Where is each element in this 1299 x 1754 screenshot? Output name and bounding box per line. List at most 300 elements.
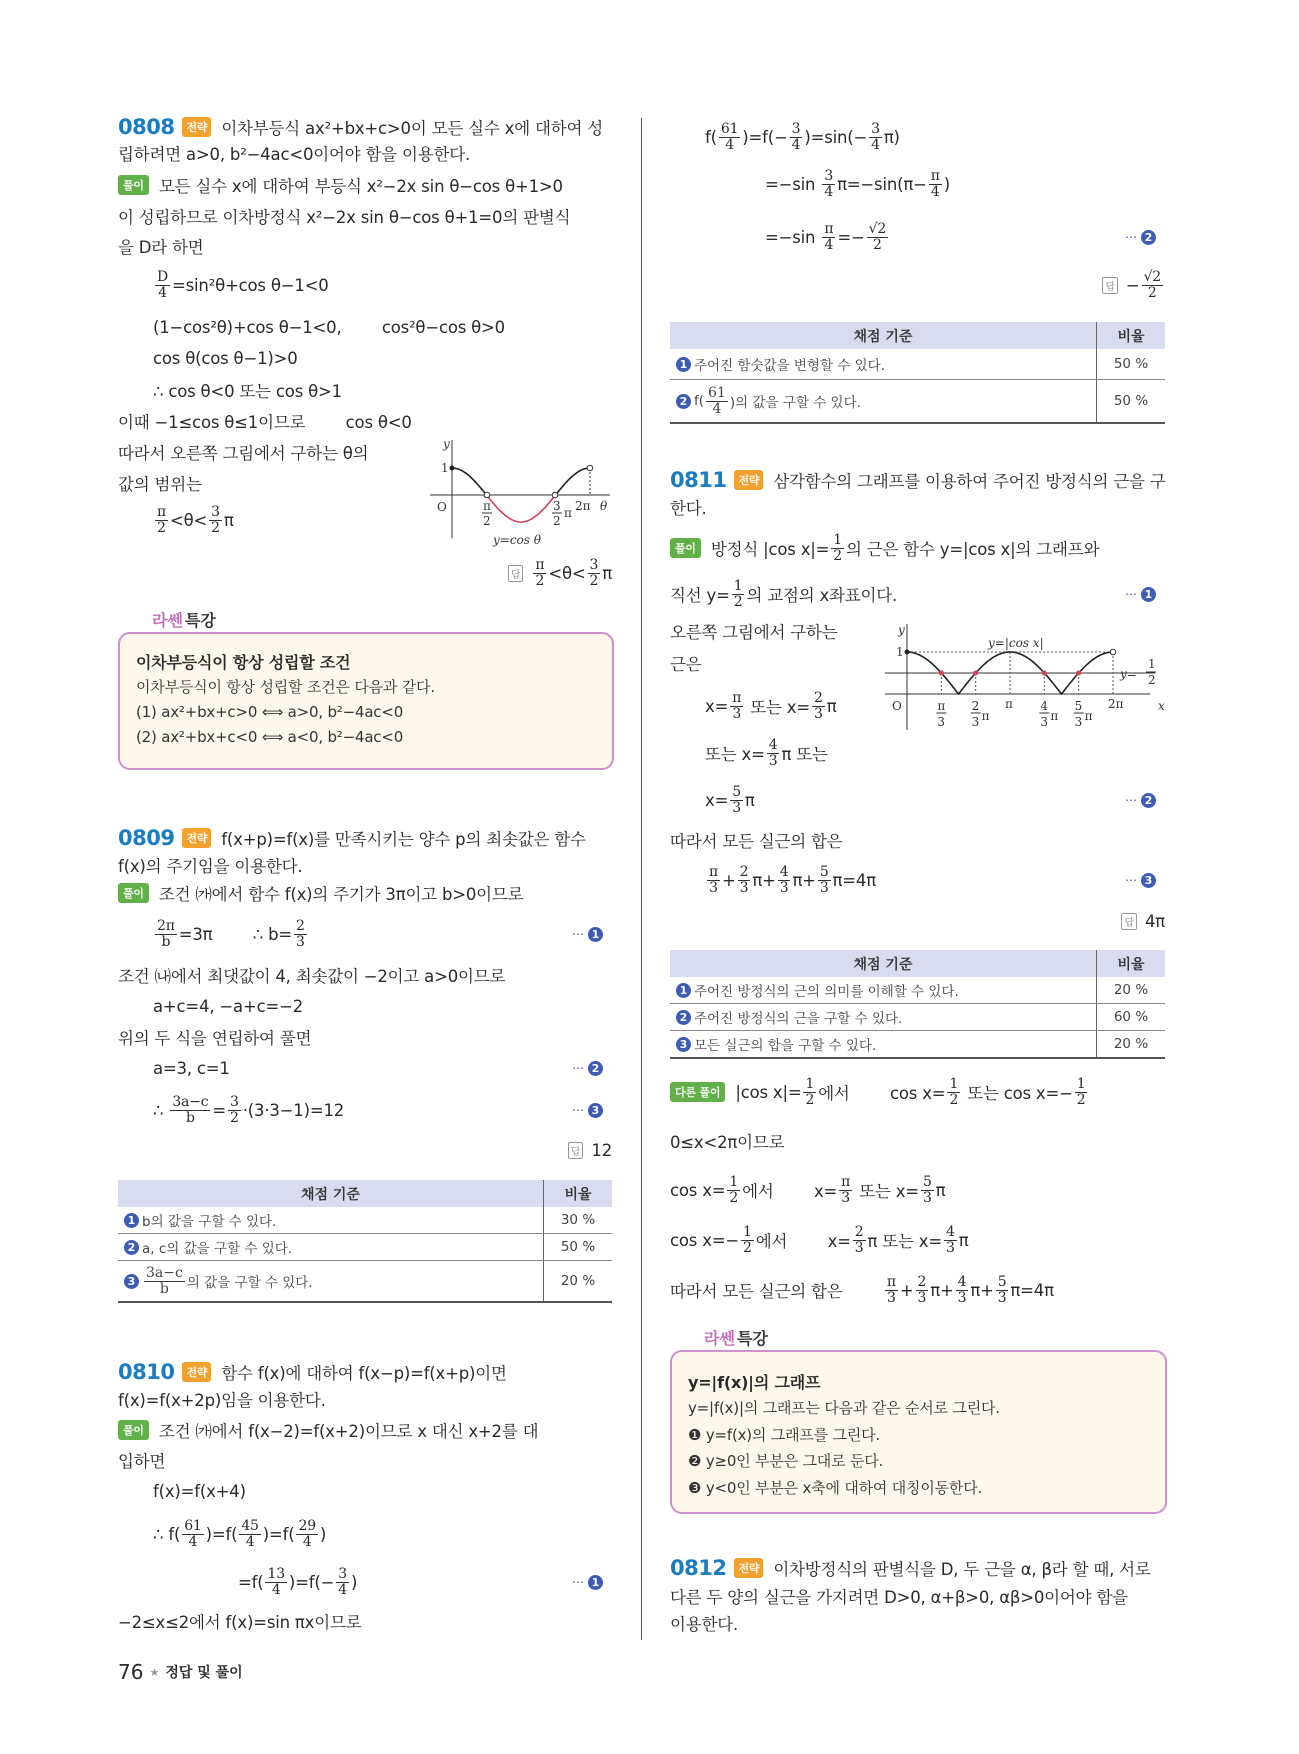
- denominator: 3: [887, 1289, 896, 1306]
- tick-label: 2: [553, 514, 561, 528]
- fraction: [719, 122, 740, 152]
- denominator: 2: [589, 572, 599, 589]
- solution-line: [118, 437, 368, 467]
- column-divider: [641, 118, 642, 1640]
- fraction: [741, 1225, 754, 1255]
- solution-badge: 풀이: [670, 538, 701, 558]
- solution-line: [153, 991, 303, 1021]
- step-number: 3: [588, 1103, 603, 1118]
- alt-solution-line: [670, 1126, 784, 1156]
- math-text: )의 값을 구할 수 있다.: [729, 395, 861, 411]
- solution-line: [118, 1606, 361, 1636]
- denominator: 2: [535, 572, 545, 589]
- numerator: 3: [791, 120, 801, 137]
- fraction: [822, 222, 835, 252]
- math-text: ∴: [153, 1100, 169, 1120]
- criteria-text: [142, 1210, 276, 1230]
- math-text: ): [319, 1524, 327, 1544]
- math-text: π: [958, 1230, 969, 1250]
- numerator: 1: [949, 1075, 959, 1092]
- fraction: [822, 169, 835, 199]
- solution-line: [765, 169, 950, 199]
- tip-line: ❶ y=f(x)의 그래프를 그린다.: [688, 1425, 880, 1444]
- fraction: [1075, 1077, 1088, 1107]
- x-axis-label: x: [1158, 699, 1165, 713]
- math-text: ): [350, 1572, 358, 1592]
- denominator: 3: [946, 1239, 955, 1256]
- line-label: 2: [1148, 673, 1156, 687]
- numerator: 5: [819, 863, 829, 880]
- denominator: 2: [743, 1239, 752, 1256]
- numerator: 3: [211, 503, 220, 520]
- fraction: [170, 1095, 210, 1125]
- criteria-text: [694, 980, 959, 1000]
- solution-line: [118, 1445, 165, 1475]
- step-marker: ⋯ 3: [1125, 865, 1156, 895]
- fraction: [921, 1175, 934, 1205]
- fraction: [778, 865, 791, 895]
- tick-numerator: 2: [971, 699, 980, 713]
- math-text: π+: [930, 1280, 954, 1300]
- numerator: 4: [768, 736, 778, 753]
- problem-number: 0809: [118, 826, 175, 850]
- math-text: π: [826, 696, 837, 716]
- solution-line: [670, 579, 897, 609]
- numerator: 2: [295, 917, 305, 934]
- math-text: −2≤x≤2에서 f(x)=sin πx이므로: [118, 1613, 362, 1632]
- denominator: 2: [733, 593, 743, 610]
- fraction: [853, 1225, 866, 1255]
- step-number: 2: [124, 1240, 139, 1255]
- fraction: [812, 691, 825, 721]
- denominator: 3: [732, 705, 742, 722]
- fraction: [294, 919, 307, 949]
- fraction: [831, 533, 844, 563]
- tick-label: 1: [896, 645, 904, 659]
- denominator: 3: [854, 1239, 864, 1256]
- tick-suffix: π: [1050, 709, 1059, 723]
- fraction: [144, 1266, 185, 1296]
- solution-line: [670, 616, 837, 646]
- denominator: 3: [997, 1289, 1007, 1306]
- numerator: π: [535, 556, 545, 573]
- solution-line: [118, 468, 202, 498]
- math-text: cos θ(cos θ−1)>0: [153, 348, 298, 368]
- tip-label: [152, 605, 216, 631]
- ratio-value: 60 %: [1097, 1004, 1166, 1031]
- problem-0811-header: [670, 465, 1166, 495]
- tick-label: 3: [553, 499, 561, 513]
- math-text: =: [212, 1100, 227, 1120]
- fraction: [296, 1519, 317, 1549]
- numerator: 3: [589, 556, 599, 573]
- solution-line: [238, 1567, 357, 1597]
- header-criteria: 채점 기준: [118, 1180, 544, 1207]
- numerator: π: [930, 167, 940, 184]
- strategy-text: 함수 f(x)에 대하여 f(x−p)=f(x+p)이면: [221, 1364, 507, 1383]
- problem-0810-header: [118, 1357, 507, 1387]
- math-text: +: [899, 1280, 914, 1300]
- table-row: [118, 1207, 612, 1234]
- denominator: 2: [805, 1091, 815, 1108]
- line-label: 1: [1148, 657, 1156, 671]
- math-text: 또는 x=: [745, 698, 810, 717]
- fraction: [239, 1519, 260, 1549]
- numerator: π: [732, 689, 742, 706]
- step-number: 2: [676, 394, 691, 409]
- table-row: [670, 1004, 1165, 1031]
- numerator: π: [841, 1173, 851, 1190]
- math-text: π+: [752, 870, 776, 890]
- criteria-text: [142, 1237, 292, 1257]
- alt-solution-line: [670, 1175, 945, 1205]
- math-text: π): [883, 127, 900, 147]
- numerator: 3: [230, 1093, 239, 1110]
- numerator: π: [824, 220, 834, 237]
- tick-label: π: [483, 499, 491, 513]
- fraction: [929, 169, 942, 199]
- solution-text: [735, 1077, 1089, 1107]
- denominator: 2: [1147, 284, 1157, 301]
- ratio-value: 50 %: [1097, 380, 1166, 424]
- math-text: 0≤x<2π이므로: [670, 1133, 785, 1152]
- denominator: 4: [824, 183, 834, 200]
- denominator: 4: [158, 284, 167, 301]
- answer: [950, 906, 1165, 936]
- math-text: 조건 ㈎에서 함수 f(x)의 주기가 3π이고 b>0이므로: [158, 885, 524, 904]
- strategy-text: f(x)=f(x+2p)임을 이용한다.: [118, 1391, 326, 1410]
- denominator: 4: [338, 1581, 347, 1598]
- math-text: cos x=−: [670, 1230, 740, 1250]
- fraction: [155, 505, 168, 535]
- fraction: [1142, 270, 1163, 300]
- fraction: [182, 1519, 203, 1549]
- math-text: 모든 실근의 합을 구할 수 있다.: [694, 1038, 877, 1054]
- math-text: 방정식 |cos x|=: [710, 540, 830, 559]
- numerator: D: [157, 268, 169, 285]
- math-text: 따라서 오른쪽 그림에서 구하는 θ의: [118, 444, 369, 463]
- numerator: 4: [946, 1223, 955, 1240]
- fraction: [730, 691, 743, 721]
- solution-text: [159, 881, 524, 905]
- numerator: √2: [1143, 268, 1161, 285]
- math-text: a+c=4, −a+c=−2: [153, 996, 304, 1016]
- numerator: 2: [813, 689, 823, 706]
- math-text: 또는 cos x=−: [962, 1084, 1073, 1103]
- answer-value: [531, 558, 612, 588]
- tip-label-text: 특강: [736, 1329, 768, 1348]
- tick-denominator: 3: [937, 715, 945, 729]
- numerator: π: [886, 1273, 896, 1290]
- numerator: 1: [733, 577, 743, 594]
- math-text: π 또는 x=: [867, 1232, 942, 1251]
- strategy-text: 다른 두 양의 실근을 가지려면 D>0, α+β>0, αβ>0이어야 함을: [670, 1588, 1128, 1607]
- math-text: 조건 ㈎에서 f(x−2)=f(x+2)이므로 x 대신 x+2를 대: [158, 1422, 539, 1441]
- tip-line: (2) ax²+bx+c<0 ⟺ a<0, b²−4ac<0: [136, 728, 404, 746]
- strategy-text: 삼각함수의 그래프를 이용하여 주어진 방정식의 근을 구: [773, 472, 1166, 491]
- denominator: 2: [729, 1189, 739, 1206]
- math-text: π=−sin(π−: [837, 174, 927, 194]
- numerator: 13: [267, 1565, 285, 1582]
- curve-label: y=cos θ: [493, 533, 541, 547]
- denominator: b: [159, 1280, 169, 1297]
- problem-number: 0808: [118, 115, 175, 139]
- problem-number: 0812: [670, 1556, 727, 1580]
- fraction: [707, 865, 720, 895]
- math-text: 조건 ㈏에서 최댓값이 4, 최솟값이 −2이고 a>0이므로: [118, 967, 506, 986]
- step-marker: ⋯ 2: [572, 1053, 603, 1083]
- numerator: 2: [739, 863, 749, 880]
- fraction: [790, 122, 803, 152]
- fraction: [947, 1077, 960, 1107]
- denominator: 2: [833, 547, 842, 564]
- math-text: cos x=: [670, 1180, 726, 1200]
- math-text: 오른쪽 그림에서 구하는: [670, 623, 838, 642]
- solution-text: [159, 173, 563, 197]
- math-text: 주어진 방정식의 근을 구할 수 있다.: [694, 1011, 903, 1027]
- step-number: 1: [676, 983, 691, 998]
- math-text: ∴ cos θ<0 또는 cos θ>1: [153, 382, 342, 401]
- tick-denominator: 3: [1074, 715, 1083, 729]
- math-text: =sin²θ+cos θ−1<0: [172, 275, 329, 295]
- numerator: √2: [868, 220, 887, 237]
- numerator: 5: [922, 1173, 932, 1190]
- math-text: 이 성립하므로 이차방정식 x²−2x sin θ−cos θ+1=0의 판별식: [118, 208, 571, 227]
- tick-denominator: 3: [971, 715, 980, 729]
- abs-cosine-graph: [880, 622, 1170, 734]
- numerator: π: [157, 503, 167, 520]
- answer: [400, 558, 612, 588]
- origin-label: O: [892, 699, 902, 713]
- open-point: [552, 492, 558, 498]
- strategy-badge: 전략: [182, 828, 211, 848]
- table-row: [670, 349, 1165, 380]
- tip-line: ❸ y<0인 부분은 x축에 대하여 대칭이동한다.: [688, 1478, 983, 1497]
- solution-line: [118, 1022, 311, 1052]
- denominator: 2: [872, 236, 882, 253]
- strategy-text: 이용한다.: [670, 1615, 739, 1634]
- tip-label: [704, 1323, 768, 1349]
- solution-text: [711, 533, 1099, 563]
- math-text: ): [943, 174, 950, 194]
- answer-icon: 답: [1102, 277, 1117, 294]
- numerator: 4: [779, 863, 789, 880]
- tick-label: 2π: [1108, 697, 1124, 711]
- denominator: 3: [922, 1189, 932, 1206]
- denominator: 2: [949, 1091, 959, 1108]
- solution-line: [153, 1053, 230, 1083]
- fraction: [767, 738, 780, 768]
- math-text: 의 교점의 x좌표이다.: [746, 586, 898, 605]
- math-text: π: [744, 790, 755, 810]
- alt-solution-line: [670, 1077, 1089, 1107]
- denominator: b: [161, 933, 171, 950]
- numerator: 3: [338, 1565, 347, 1582]
- solution-line: [705, 865, 876, 895]
- denominator: 4: [271, 1581, 281, 1598]
- strategy-text: 한다.: [670, 499, 707, 518]
- math-text: 을 D라 하면: [118, 238, 204, 257]
- numerator: 5: [732, 783, 741, 800]
- math-text: π+: [970, 1280, 994, 1300]
- math-text: =f(: [238, 1572, 264, 1592]
- math-text: a=3, c=1: [153, 1058, 230, 1078]
- solution-line: [153, 919, 309, 949]
- denominator: 3: [841, 1189, 851, 1206]
- tick-numerator: 4: [1040, 699, 1048, 713]
- math-text: −: [1125, 275, 1140, 295]
- strategy-badge: 전략: [182, 1362, 211, 1382]
- denominator: 2: [211, 519, 220, 536]
- y-axis-label: y: [898, 623, 905, 637]
- solution-line: [153, 312, 505, 342]
- math-text: 의 근은 함수 y=|cos x|의 그래프와: [845, 540, 1100, 559]
- ratio-value: 50 %: [544, 1234, 613, 1261]
- step-marker: ⋯ 1: [572, 1567, 603, 1597]
- solution-line: [118, 960, 505, 990]
- denominator: 3: [813, 705, 823, 722]
- step-number: 3: [676, 1037, 691, 1052]
- math-text: )=sin(−: [804, 127, 868, 147]
- intersection-point: [939, 671, 944, 676]
- solution-badge: 풀이: [118, 883, 149, 903]
- table-row: [670, 977, 1165, 1004]
- tip-title: 이차부등식이 항상 성립할 조건: [136, 652, 351, 672]
- criteria-text: [142, 1266, 313, 1296]
- strategy-text: 이차부등식 ax²+bx+c>0이 모든 실수 x에 대하여 성: [221, 119, 604, 138]
- math-text: f(: [705, 127, 717, 147]
- numerator: 3: [824, 167, 834, 184]
- numerator: 4: [957, 1273, 967, 1290]
- criteria-text: [694, 386, 861, 416]
- math-text: 따라서 모든 실근의 합은: [670, 1282, 883, 1301]
- math-text: π: [602, 563, 612, 583]
- tip-line: ❷ y≥0인 부분은 그대로 둔다.: [688, 1451, 884, 1470]
- denominator: 3: [779, 879, 789, 896]
- math-text: a, c의 값을 구할 수 있다.: [142, 1241, 293, 1257]
- solution-line: [118, 201, 570, 231]
- denominator: 3: [732, 799, 741, 816]
- solution-line: [153, 1095, 344, 1125]
- start-point: [450, 466, 455, 471]
- math-text: )=f(: [205, 1524, 238, 1544]
- page-number: 76: [118, 1660, 144, 1684]
- solution-line: [118, 1415, 538, 1445]
- step-number: 2: [588, 1061, 603, 1076]
- ratio-value: 50 %: [1097, 349, 1166, 380]
- step-number: 1: [588, 927, 603, 942]
- fraction: [738, 865, 751, 895]
- alt-solution-line: [670, 1275, 1054, 1305]
- numerator: 61: [708, 384, 726, 401]
- step-number: 2: [676, 1010, 691, 1025]
- tick-label: π: [564, 506, 572, 520]
- numerator: 3a−c: [146, 1264, 183, 1281]
- math-text: 따라서 모든 실근의 합은: [670, 832, 843, 851]
- solution-line: [153, 1476, 246, 1506]
- fraction: [209, 505, 222, 535]
- solution-line: [705, 691, 836, 721]
- solution-badge: 풀이: [118, 1420, 149, 1440]
- fraction: [839, 1175, 852, 1205]
- ratio-value: 20 %: [1097, 977, 1166, 1004]
- denominator: 3: [768, 752, 778, 769]
- end-point: [587, 465, 593, 471]
- solution-badge: 풀이: [118, 175, 149, 195]
- solution-line: [765, 222, 890, 252]
- ratio-value: 20 %: [1097, 1031, 1166, 1059]
- numerator: 1: [833, 531, 842, 548]
- step-number: 3: [124, 1274, 139, 1289]
- header-ratio: 비율: [1097, 950, 1166, 977]
- star-icon: ★: [149, 1665, 160, 1679]
- denominator: 3: [957, 1289, 967, 1306]
- tick-denominator: 3: [1040, 715, 1048, 729]
- solution-line: [153, 505, 234, 535]
- origin-label: O: [437, 500, 447, 514]
- denominator: 4: [712, 400, 722, 417]
- fraction: [588, 558, 601, 588]
- solution-line: [670, 648, 701, 678]
- end-point: [1110, 649, 1116, 655]
- math-text: π: [223, 510, 234, 530]
- fraction: [155, 270, 170, 300]
- denominator: 2: [1076, 1091, 1086, 1108]
- denominator: 4: [188, 1533, 198, 1550]
- fraction: [265, 1567, 286, 1597]
- problem-number: 0811: [670, 468, 727, 492]
- math-text: 입하면: [118, 1452, 166, 1471]
- step-marker: ⋯ 3: [572, 1095, 603, 1125]
- strategy-badge: 전략: [734, 470, 763, 490]
- math-text: π+: [792, 870, 816, 890]
- fraction: [916, 1275, 929, 1305]
- problem-number: 0810: [118, 1360, 175, 1384]
- ratio-value: 30 %: [544, 1207, 613, 1234]
- intersection-point: [973, 671, 978, 676]
- tip-title: y=|f(x)|의 그래프: [688, 1372, 821, 1392]
- math-text: b의 값을 구할 수 있다.: [142, 1214, 277, 1230]
- header-criteria: 채점 기준: [670, 950, 1097, 977]
- header-criteria: 채점 기준: [670, 322, 1097, 349]
- math-text: 위의 두 식을 연립하여 풀면: [118, 1029, 312, 1048]
- solution-line: [705, 785, 755, 815]
- denominator: 3: [709, 879, 718, 896]
- denominator: 4: [302, 1533, 312, 1550]
- math-text: π 또는: [781, 745, 828, 764]
- table-row: [118, 1261, 612, 1303]
- solution-line: [153, 1519, 326, 1549]
- denominator: b: [185, 1109, 195, 1126]
- tip-label-text: 특강: [184, 611, 216, 630]
- numerator: 3a−c: [172, 1093, 209, 1110]
- math-text: 에서 cos x=: [818, 1084, 946, 1103]
- step-number: 1: [124, 1213, 139, 1228]
- math-text: 에서 x=: [742, 1182, 838, 1201]
- math-text: (1−cos²θ)+cos θ−1<0, cos²θ−cos θ>0: [153, 317, 505, 337]
- numerator: 3: [871, 120, 880, 137]
- step-number: 1: [676, 357, 691, 372]
- math-text: π=4π: [1010, 1280, 1054, 1300]
- problem-0812-header: [670, 1553, 1151, 1583]
- step-number: 3: [1141, 873, 1156, 888]
- strategy-badge: 전략: [182, 117, 211, 137]
- step-marker: ⋯ 2: [1125, 222, 1156, 252]
- math-text: <θ<: [170, 510, 208, 530]
- negative-region-curve: [487, 495, 556, 522]
- numerator: 61: [720, 120, 739, 137]
- strategy-badge: 전략: [734, 1558, 763, 1578]
